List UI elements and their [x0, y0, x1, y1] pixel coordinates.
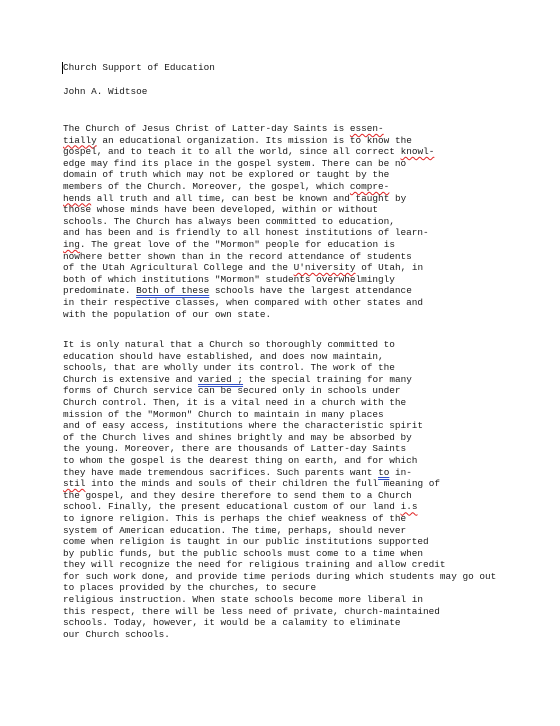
text-line[interactable] [63, 559, 496, 571]
text-line[interactable] [63, 239, 434, 251]
text-line[interactable] [63, 158, 434, 170]
text-line[interactable] [63, 227, 434, 239]
text-run: and has been and is friendly to all honest institutions of learn- [63, 227, 429, 239]
grammar-flagged-phrase[interactable]: Both of these [136, 285, 210, 297]
text-run: and of easy access, institutions where the characteristic spirit [63, 420, 424, 432]
text-line[interactable] [63, 629, 496, 641]
text-line[interactable] [63, 374, 496, 386]
text-run: come when religion is taught in our public institutions supported [63, 536, 429, 548]
spelling-flagged-word[interactable]: tially [63, 134, 97, 146]
text-run: domain of truth which may not be explored or taught by the [63, 169, 390, 181]
text-run: schools have the largest attendance [209, 285, 412, 297]
text-run: . The great love of the "Mormon" people for education is [79, 238, 395, 250]
spelling-flagged-word[interactable]: ing [63, 238, 80, 250]
text-run: those whose minds have been developed, within or without [63, 204, 379, 216]
text-run: schools. Today, however, it would be a calamity to eliminate [63, 617, 401, 629]
text-run: forms of Church service can be secured only in schools under [63, 385, 401, 397]
text-run: of the Utah Agricultural College and the [63, 262, 294, 274]
text-run: system of American education. The time, perhaps, should never [63, 524, 407, 536]
text-run: the young. Moreover, there are thousands of Latter-day Saints [63, 443, 407, 455]
text-line[interactable] [63, 467, 496, 479]
text-run: all truth and all time, can best be known and taught by [91, 192, 407, 204]
spelling-flagged-word[interactable]: stil [63, 478, 86, 490]
text-run: the special training for many [243, 373, 412, 385]
document-author[interactable]: John A. Widtsoe [63, 86, 148, 97]
text-run: members of the Church. Moreover, the gospel, which [63, 180, 350, 192]
text-line[interactable] [63, 339, 496, 351]
text-line[interactable] [63, 204, 434, 216]
text-line[interactable] [63, 262, 434, 274]
text-line[interactable] [63, 582, 496, 594]
text-run: this respect, there will be less need of private, church-maintained [63, 605, 440, 617]
document-title[interactable]: Church Support of Education [63, 62, 215, 73]
text-run: mission of the "Mormon" Church to maintain in many places [63, 408, 384, 420]
text-run: predominate. [63, 285, 137, 297]
grammar-flagged-phrase[interactable]: varied ; [198, 373, 244, 385]
text-line[interactable] [63, 571, 496, 583]
text-line[interactable] [63, 251, 434, 263]
text-line[interactable] [63, 193, 434, 205]
text-run: for such work done, and provide time periods during which students may go out [63, 570, 497, 582]
spelling-flagged-word[interactable]: hends [63, 192, 92, 204]
text-run: school. Finally, the present educational custom of our land [63, 501, 401, 513]
text-run: Church is extensive and [63, 373, 199, 385]
text-line[interactable] [63, 617, 496, 629]
spelling-flagged-word[interactable]: i.s [400, 501, 418, 513]
text-run: edge may find its place in the gospel system. There can be no [63, 157, 407, 169]
text-line[interactable] [63, 123, 434, 135]
text-line[interactable] [63, 501, 496, 513]
text-line[interactable] [63, 135, 434, 147]
spelling-flagged-word[interactable]: essen- [349, 123, 384, 134]
text-line[interactable] [63, 385, 496, 397]
text-line[interactable] [63, 478, 496, 490]
text-line[interactable] [63, 525, 496, 537]
text-run: of the Church lives and shines brightly and may be absorbed by [63, 431, 412, 443]
text-run: gospel, and to teach it to all the world, since all correct [63, 146, 401, 158]
text-run: into the minds and souls of their children the full meaning of [85, 478, 440, 490]
text-run: in their respective classes, when compared with other states and [63, 296, 424, 308]
paragraph-1[interactable] [63, 123, 434, 320]
text-run: the gospel, and they desire therefore to send them to a Church [63, 489, 412, 501]
text-line[interactable] [63, 548, 496, 560]
text-line[interactable] [63, 443, 496, 455]
text-line[interactable] [63, 274, 434, 286]
text-line[interactable] [63, 594, 496, 606]
text-run: nowhere better shown than in the record attendance of students [63, 250, 412, 262]
text-line[interactable] [63, 285, 434, 297]
text-run: with the population of our own state. [63, 308, 272, 320]
text-line[interactable] [63, 216, 434, 228]
text-run: in- [389, 466, 412, 478]
text-line[interactable] [63, 181, 434, 193]
text-run: schools. The Church has always been committed to education, [63, 215, 395, 227]
spelling-flagged-word[interactable]: U'niversity [293, 262, 356, 274]
spelling-flagged-word[interactable]: knowl- [400, 146, 435, 158]
text-line[interactable] [63, 169, 434, 181]
text-line[interactable] [63, 432, 496, 444]
paragraph-2[interactable] [63, 339, 496, 640]
text-run: both of which institutions "Mormon" students overwhelmingly [63, 273, 395, 285]
text-run: an educational organization. Its mission is to know the [96, 134, 412, 146]
text-run: The Church of Jesus Christ of Latter-day Saints is [63, 123, 350, 134]
text-line[interactable] [63, 309, 434, 321]
text-run: schools, that are wholly under its control. The work of the [63, 362, 395, 374]
text-run: Church control. Then, it is a vital need in a church with the [63, 396, 407, 408]
text-line[interactable] [63, 409, 496, 421]
spelling-flagged-word[interactable]: compre- [349, 180, 390, 192]
text-line[interactable] [63, 297, 434, 309]
text-run: It is only natural that a Church so thoroughly committed to [63, 339, 395, 350]
text-run: education should have established, and does now maintain, [63, 350, 384, 362]
text-line[interactable] [63, 490, 496, 502]
text-line[interactable] [63, 536, 496, 548]
text-run: they have made tremendous sacrifices. Such parents want [63, 466, 379, 478]
text-run: to ignore religion. This is perhaps the chief weakness of the [63, 512, 407, 524]
text-run: by public funds, but the public schools must come to a time when [63, 547, 424, 559]
text-run: to places provided by the churches, to secure [63, 582, 317, 594]
text-line[interactable] [63, 420, 496, 432]
text-line[interactable] [63, 606, 496, 618]
text-line[interactable] [63, 455, 496, 467]
text-run: religious instruction. When state schools become more liberal in [63, 594, 424, 606]
text-run: of Utah, in [355, 262, 424, 274]
text-line[interactable] [63, 513, 496, 525]
text-line[interactable] [63, 146, 434, 158]
text-run: to whom the gospel is the dearest thing on earth, and for which [63, 454, 418, 466]
text-line[interactable] [63, 397, 496, 409]
grammar-flagged-phrase[interactable]: to [378, 466, 390, 478]
text-line[interactable] [63, 351, 496, 363]
text-run: our Church schools. [63, 628, 170, 640]
text-run: they will recognize the need for religious training and allow credit [63, 559, 446, 571]
text-line[interactable] [63, 362, 496, 374]
